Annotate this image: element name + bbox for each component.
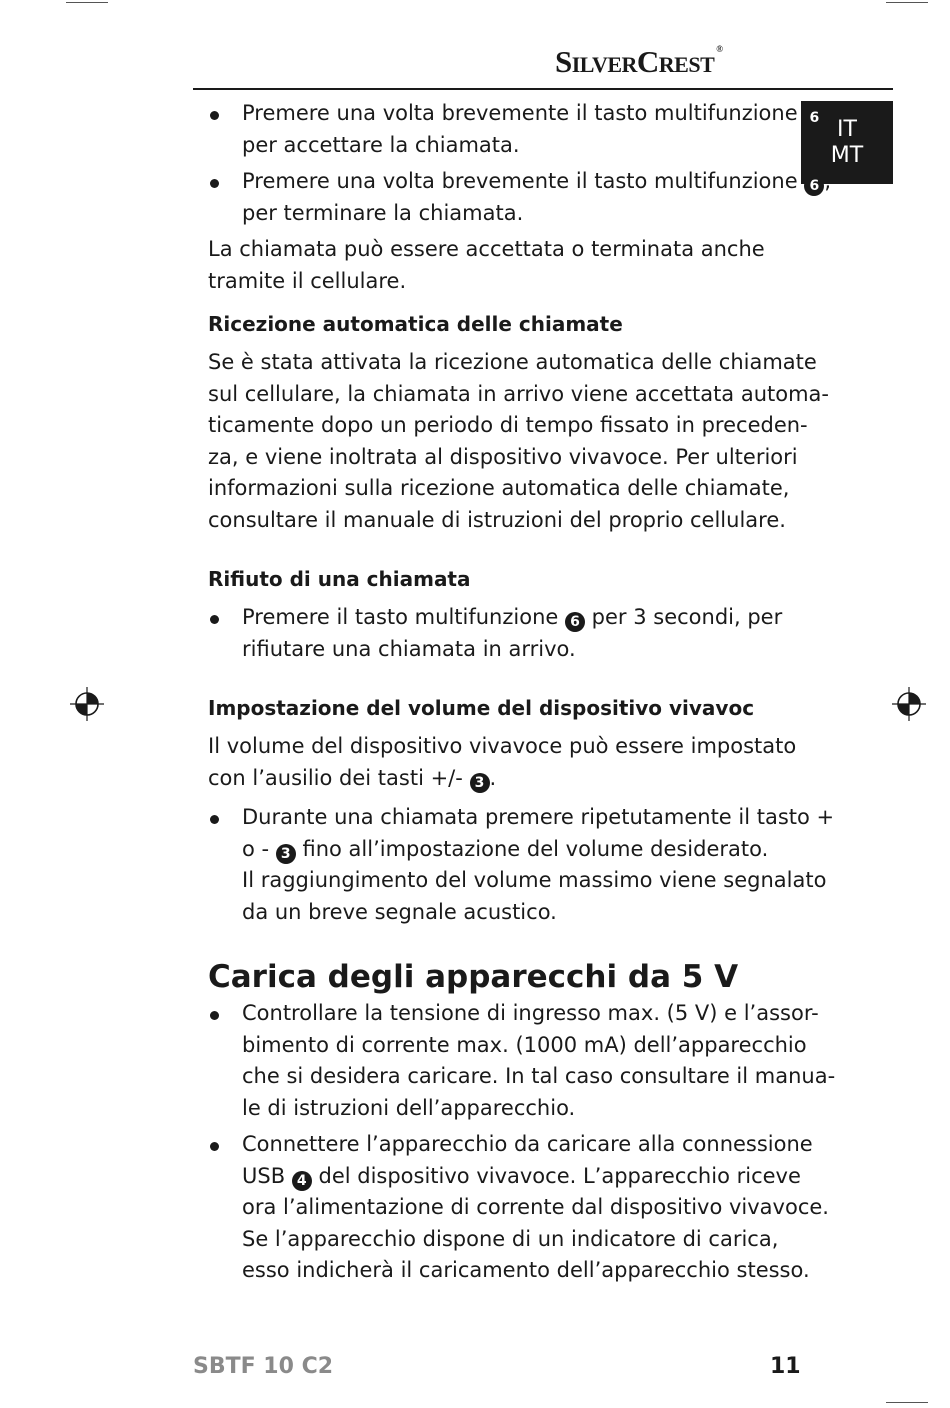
section-title: Carica degli apparecchi da 5 V	[208, 959, 739, 995]
paragraph: Il volume del dispositivo vivavoce può essere impostato con l’ausilio dei tasti +/- 3 .	[208, 734, 797, 791]
callout-number-icon: 6	[804, 176, 824, 196]
footer-model-number: SBTF 10 C2	[193, 1354, 334, 1379]
section-heading: Rifiuto di una chiamata	[208, 567, 471, 591]
callout-number-icon: 6	[565, 612, 585, 632]
registration-mark-icon	[892, 687, 926, 721]
paragraph: La chiamata può essere accettata o terminata anche tramite il cellulare.	[208, 237, 765, 293]
callout-number-icon: 3	[276, 844, 296, 864]
brand-logo: SilverCrest ®	[555, 44, 723, 79]
crop-mark	[886, 1402, 928, 1403]
callout-number-icon: 4	[292, 1171, 312, 1191]
section-heading: Impostazione del volume del dispositivo vivavoc	[208, 696, 755, 720]
list-item: Controllare la tensione di ingresso max. (5 V) e l’assor- bimento di corrente max. (1000 mA) dell’apparecchio che si desidera caricare. In tal caso consultare il manua- le di istruzioni dell’apparecchio.	[208, 998, 790, 1124]
callout-number-icon: 6	[804, 108, 824, 128]
list-item: Connettere l’apparecchio da caricare alla connessione USB 4 del dispositivo vivavoce. L’apparecchio riceve ora l’alimentazione di corrente dal dispositivo vivavoce. Se l’apparecchio dispone di un indicatore di carica, esso indicherà il caricamento dell’apparecchio stesso.	[208, 1129, 790, 1287]
page-content	[208, 98, 836, 1287]
list-item: Premere il tasto multifunzione 6 per 3 secondi, per rifiutare una chiamata in arrivo.	[208, 602, 790, 665]
crop-mark	[66, 2, 108, 3]
callout-number-icon: 3	[470, 773, 490, 793]
list-item: Durante una chiamata premere ripetutamente il tasto + o - 3 fino all’impostazione del volume desiderato. Il raggiungimento del volume massimo viene segnalato da un breve segnale acustico.	[208, 802, 790, 928]
list-item: Premere una volta brevemente il tasto multifunzione 6 , per accettare la chiamata.	[208, 98, 790, 161]
paragraph: Se è stata attivata la ricezione automatica delle chiamate sul cellulare, la chiamata in arrivo viene accettata automa- ticamente dopo un periodo di tempo fissato in preceden- za, e viene inoltrata al dispositivo vivavoce. Per ulteriori informazioni sulla ricezione automatica delle chiamate, consultare il manuale di istruzioni del proprio cellulare.	[208, 350, 830, 532]
list-item: Premere una volta brevemente il tasto multifunzione 6 , per terminare la chiamata.	[208, 166, 790, 229]
section-heading: Ricezione automatica delle chiamate	[208, 312, 623, 336]
crop-mark	[886, 2, 928, 3]
registration-mark-icon	[70, 687, 104, 721]
page-number: 11	[770, 1354, 801, 1379]
language-code-it: IT	[837, 116, 857, 142]
language-code-mt: MT	[830, 142, 864, 168]
header-rule	[193, 88, 893, 90]
